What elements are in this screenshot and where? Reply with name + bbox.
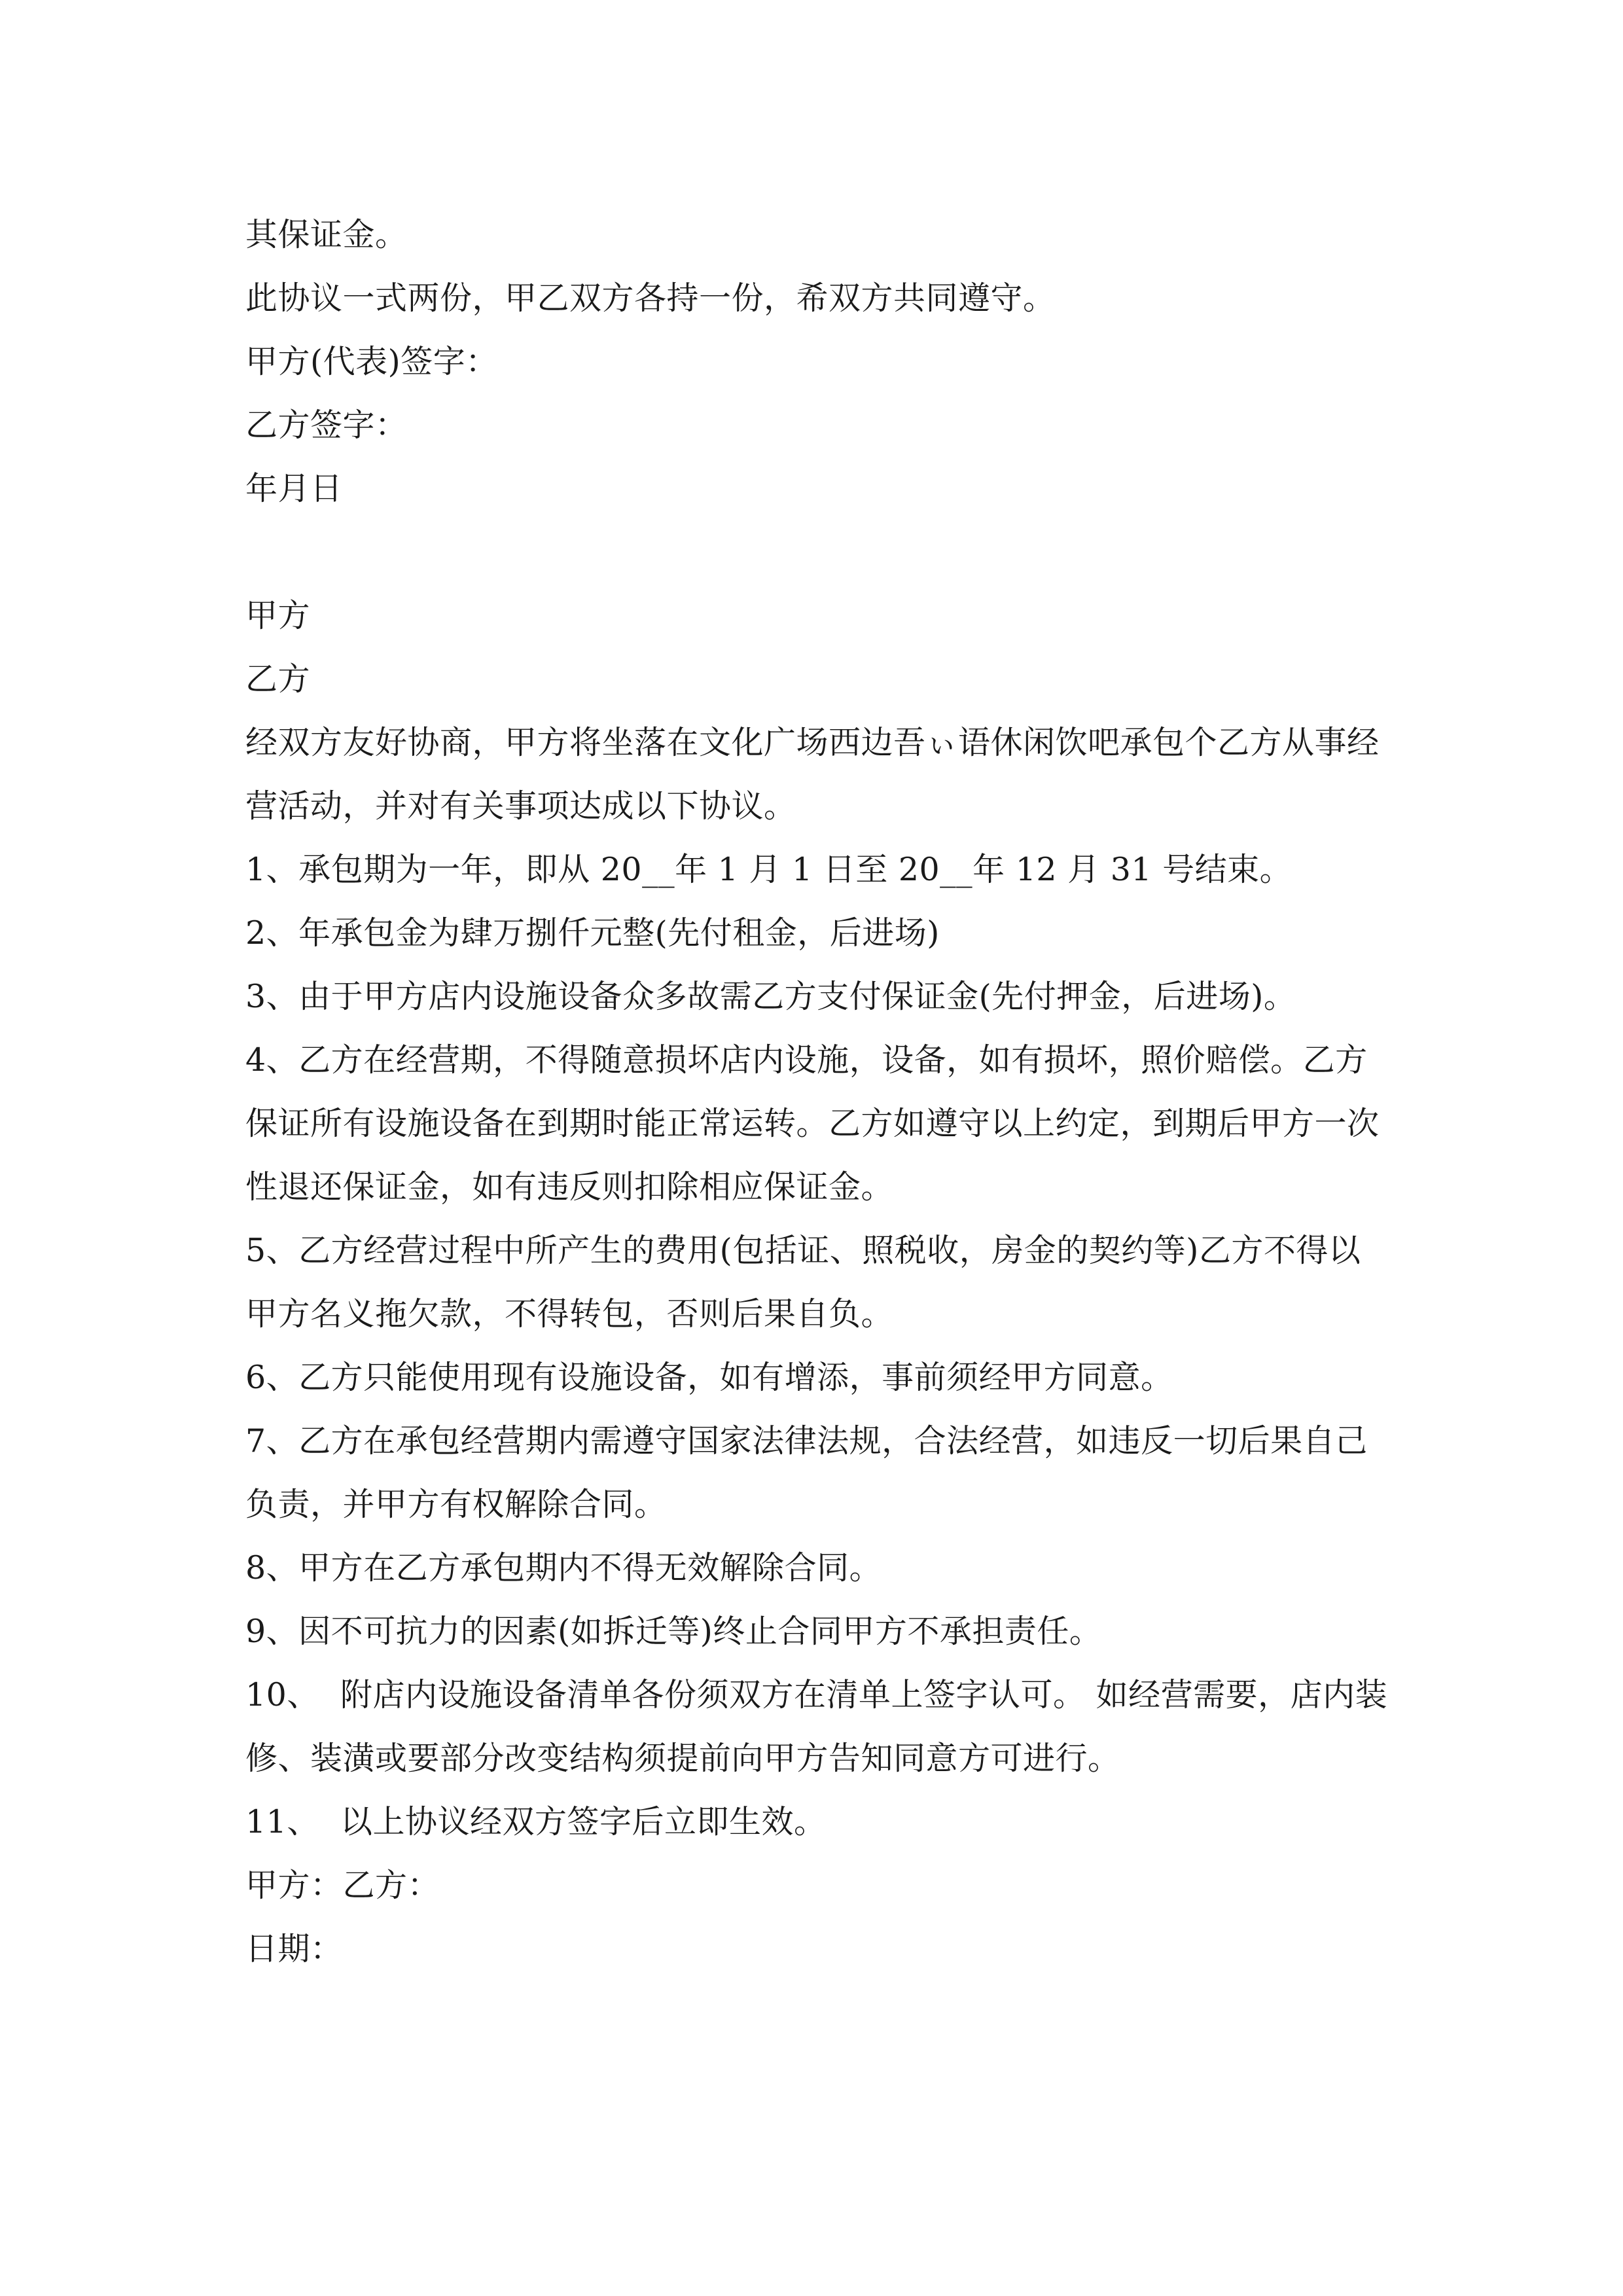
text-line: 负责，并甲方有权解除合同。	[245, 1486, 667, 1523]
paragraph-gap	[245, 520, 1384, 584]
text-line: 保证所有设施设备在到期时能正常运转。乙方如遵守以上约定，到期后甲方一次	[245, 1105, 1380, 1142]
document-body	[245, 203, 1388, 1981]
text-line: 3、由于甲方店内设施设备众多故需乙方支付保证金(先付押金，后进场)。	[245, 978, 1296, 1015]
text-line: 年月日	[245, 470, 343, 507]
text-line: 甲方：乙方：	[245, 1867, 440, 1904]
text-line: 4、乙方在经营期，不得随意损坏店内设施，设备，如有损坏，照价赔偿。乙方	[245, 1041, 1368, 1079]
text-line: 8、甲方在乙方承包期内不得无效解除合同。	[245, 1549, 882, 1587]
text-line: 9、因不可抗力的因素(如拆迁等)终止合同甲方不承担责任。	[245, 1613, 1102, 1650]
text-line: 甲方	[245, 597, 311, 634]
text-line: 乙方签字：	[245, 406, 408, 444]
text-line: 5、乙方经营过程中所产生的费用(包括证、照税收，房金的契约等)乙方不得以	[245, 1232, 1361, 1269]
text-line: 乙方	[245, 660, 311, 698]
text-line: 甲方名义拖欠款，不得转包，否则后果自负。	[245, 1295, 894, 1333]
text-line: 2、年承包金为肆万捌仟元整(先付租金，后进场)	[245, 914, 940, 952]
text-line: 7、乙方在承包经营期内需遵守国家法律法规，合法经营，如违反一切后果自己	[245, 1422, 1368, 1460]
text-line: 性退还保证金，如有违反则扣除相应保证金。	[245, 1168, 894, 1206]
text-line: 修、装潢或要部分改变结构须提前向甲方告知同意方可进行。	[245, 1740, 1120, 1777]
text-line: 经双方友好协商，甲方将坐落在文化广场西边吾ぃ语休闲饮吧承包个乙方从事经	[245, 724, 1380, 761]
text-line: 10、 附店内设施设备清单各份须双方在清单上签字认可。 如经营需要，店内装	[245, 1676, 1388, 1713]
text-line: 6、乙方只能使用现有设施设备，如有增添，事前须经甲方同意。	[245, 1359, 1173, 1396]
text-line: 此协议一式两份，甲乙双方各持一份，希双方共同遵守。	[245, 279, 1056, 317]
text-line: 1、承包期为一年，即从 20__年 1 月 1 日至 20__年 12 月 31 号结束。	[245, 851, 1293, 888]
text-line: 11、 以上协议经双方签字后立即生效。	[245, 1803, 827, 1840]
text-line: 其保证金。	[245, 216, 408, 253]
text-line: 甲方(代表)签字：	[245, 343, 498, 380]
text-line: 日期：	[245, 1930, 343, 1967]
text-line: 营活动，并对有关事项达成以下协议。	[245, 787, 796, 825]
